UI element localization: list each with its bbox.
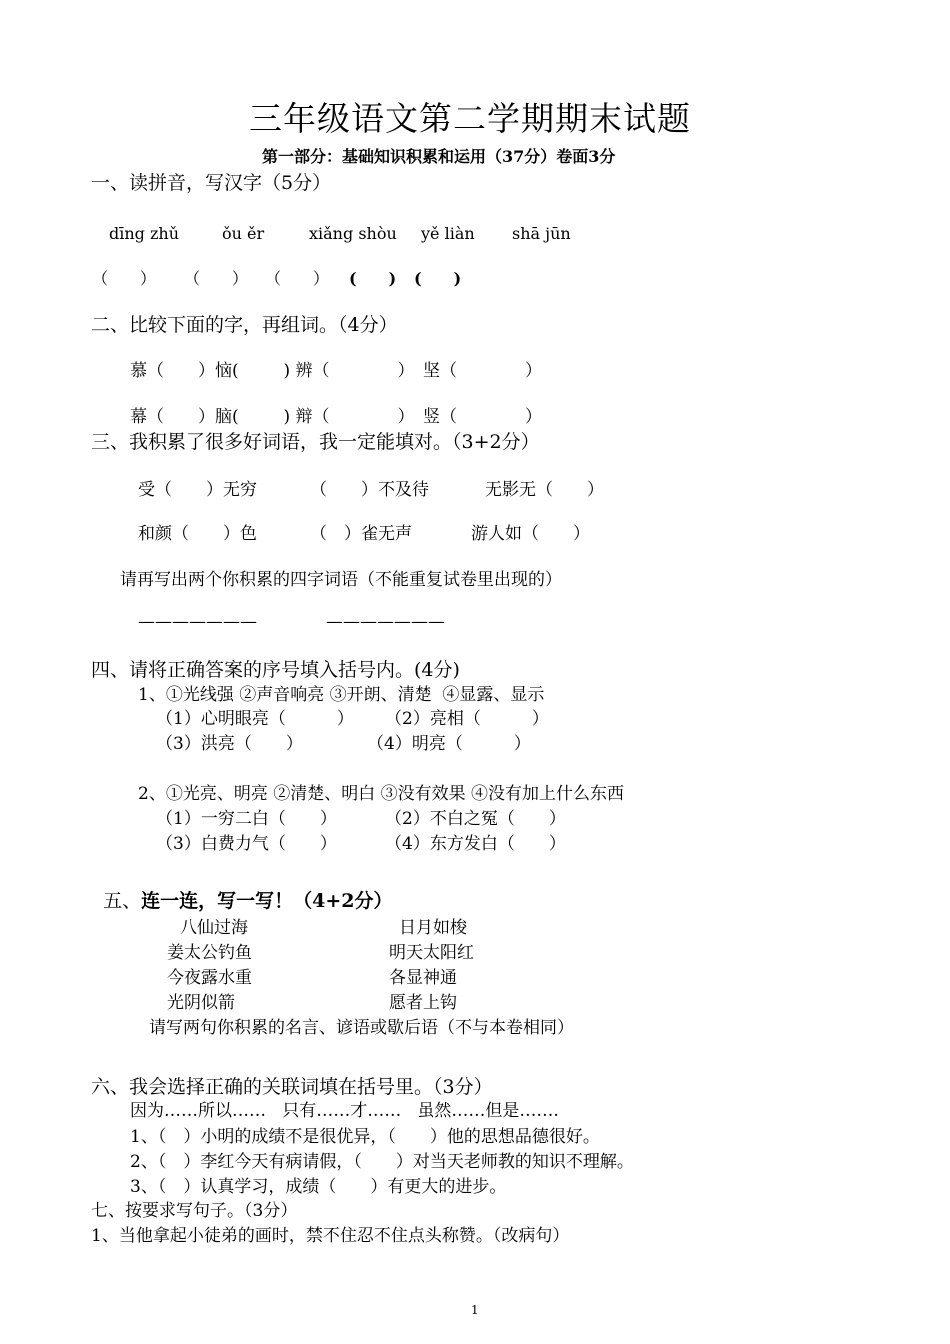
section-5-heading	[91, 873, 392, 911]
idiom-1: 受（ ）无穷	[138, 480, 257, 500]
match-left-4[interactable]: 光阴似箭	[167, 993, 235, 1013]
section-6-heading: 六、我会选择正确的关联词填在括号里。（3分）	[91, 1076, 493, 1098]
idiom-2: （ ）不及待	[310, 480, 429, 500]
idiom-4: 和颜（ ）色	[138, 524, 257, 544]
match-left-3[interactable]: 今夜露水重	[167, 968, 252, 988]
answer-blank-5[interactable]: ( )	[414, 269, 462, 288]
idiom-5: （ ）雀无声	[310, 524, 412, 544]
q1-item-2: （2）亮相（ ）	[385, 709, 549, 729]
answer-blank-1[interactable]: （ ）	[92, 269, 157, 288]
section-3-heading: 三、我积累了很多好词语，我一定能填对。（3+2分）	[91, 431, 540, 453]
compare-row-2: 幕（ ）脑( ) 辩（ ） 竖（ ）	[130, 407, 542, 427]
section-7-heading: 七、按要求写句子。（3分）	[91, 1201, 298, 1221]
conjunction-item-3: 3、（ ）认真学习，成绩（ ）有更大的进步。	[130, 1177, 507, 1197]
answer-line-1[interactable]: ———————	[138, 612, 257, 632]
idiom-3: 无影无（ ）	[485, 480, 604, 500]
conjunction-item-2: 2、（ ）李红今天有病请假，（ ）对当天老师教的知识不理解。	[130, 1152, 634, 1172]
match-right-2[interactable]: 明天太阳红	[389, 943, 474, 963]
q1-options: 1、①光线强 ②声音响亮 ③开朗、清楚 ④显露、显示	[138, 685, 545, 705]
page-number: 1	[471, 1303, 479, 1317]
section-4-heading: 四、请将正确答案的序号填入括号内。(4分)	[91, 659, 460, 681]
match-right-4[interactable]: 愿者上钩	[389, 993, 457, 1013]
pinyin-1: dīng zhǔ	[109, 224, 180, 243]
section-5-number: 五、	[103, 890, 142, 912]
conjunction-item-1: 1、（ ）小明的成绩不是很优异，（ ）他的思想品德很好。	[130, 1127, 600, 1147]
page-subtitle: 第一部分：基础知识积累和运用（37分）卷面3分	[262, 147, 616, 166]
pinyin-2: ǒu ěr	[222, 224, 265, 243]
answer-blank-4[interactable]: ( )	[349, 269, 397, 288]
match-right-3[interactable]: 各显神通	[389, 968, 457, 988]
extra-idiom-prompt: 请再写出两个你积累的四字词语（不能重复试卷里出现的）	[120, 570, 562, 590]
match-right-1[interactable]: 日月如梭	[399, 918, 467, 938]
pinyin-4: yě liàn	[421, 224, 475, 243]
q2-item-4: （4）东方发白（ ）	[385, 834, 566, 854]
answer-blank-2[interactable]: （ ）	[184, 269, 249, 288]
match-left-2[interactable]: 姜太公钓鱼	[167, 943, 252, 963]
compare-row-1: 慕（ ）恼( ) 辨（ ） 坚（ ）	[130, 361, 542, 381]
page-title: 三年级语文第二学期期末试题	[249, 99, 691, 138]
q2-item-2: （2）不白之冤（ ）	[385, 809, 566, 829]
conjunction-options: 因为……所以…… 只有……才…… 虽然……但是…….	[130, 1101, 559, 1121]
q1-item-4: （4）明亮（ ）	[367, 734, 531, 754]
q2-item-1: （1）一穷二白（ ）	[156, 809, 337, 829]
q2-options: 2、①光亮、明亮 ②清楚、明白 ③没有效果 ④没有加上什么东西	[138, 784, 625, 804]
section-5-title: 连一连，写一写！（4+2分）	[141, 890, 393, 912]
sentence-question-1: 1、当他拿起小徒弟的画时，禁不住忍不住点头称赞。（改病句）	[91, 1226, 570, 1246]
section-1-heading: 一、读拼音，写汉字（5分）	[91, 172, 332, 194]
section-2-heading: 二、比较下面的字，再组词。（4分）	[91, 314, 398, 336]
match-left-1[interactable]: 八仙过海	[180, 918, 248, 938]
answer-line-2[interactable]: ———————	[326, 612, 445, 632]
saying-prompt: 请写两句你积累的名言、谚语或歇后语（不与本卷相同）	[149, 1018, 574, 1038]
idiom-6: 游人如（ ）	[471, 524, 590, 544]
q1-item-3: （3）洪亮（ ）	[156, 734, 303, 754]
answer-blank-3[interactable]: （ ）	[265, 269, 330, 288]
pinyin-3: xiǎng shòu	[309, 224, 397, 243]
q1-item-1: （1）心明眼亮（ ）	[156, 709, 354, 729]
q2-item-3: （3）白费力气（ ）	[156, 834, 337, 854]
pinyin-5: shā jūn	[512, 224, 571, 243]
